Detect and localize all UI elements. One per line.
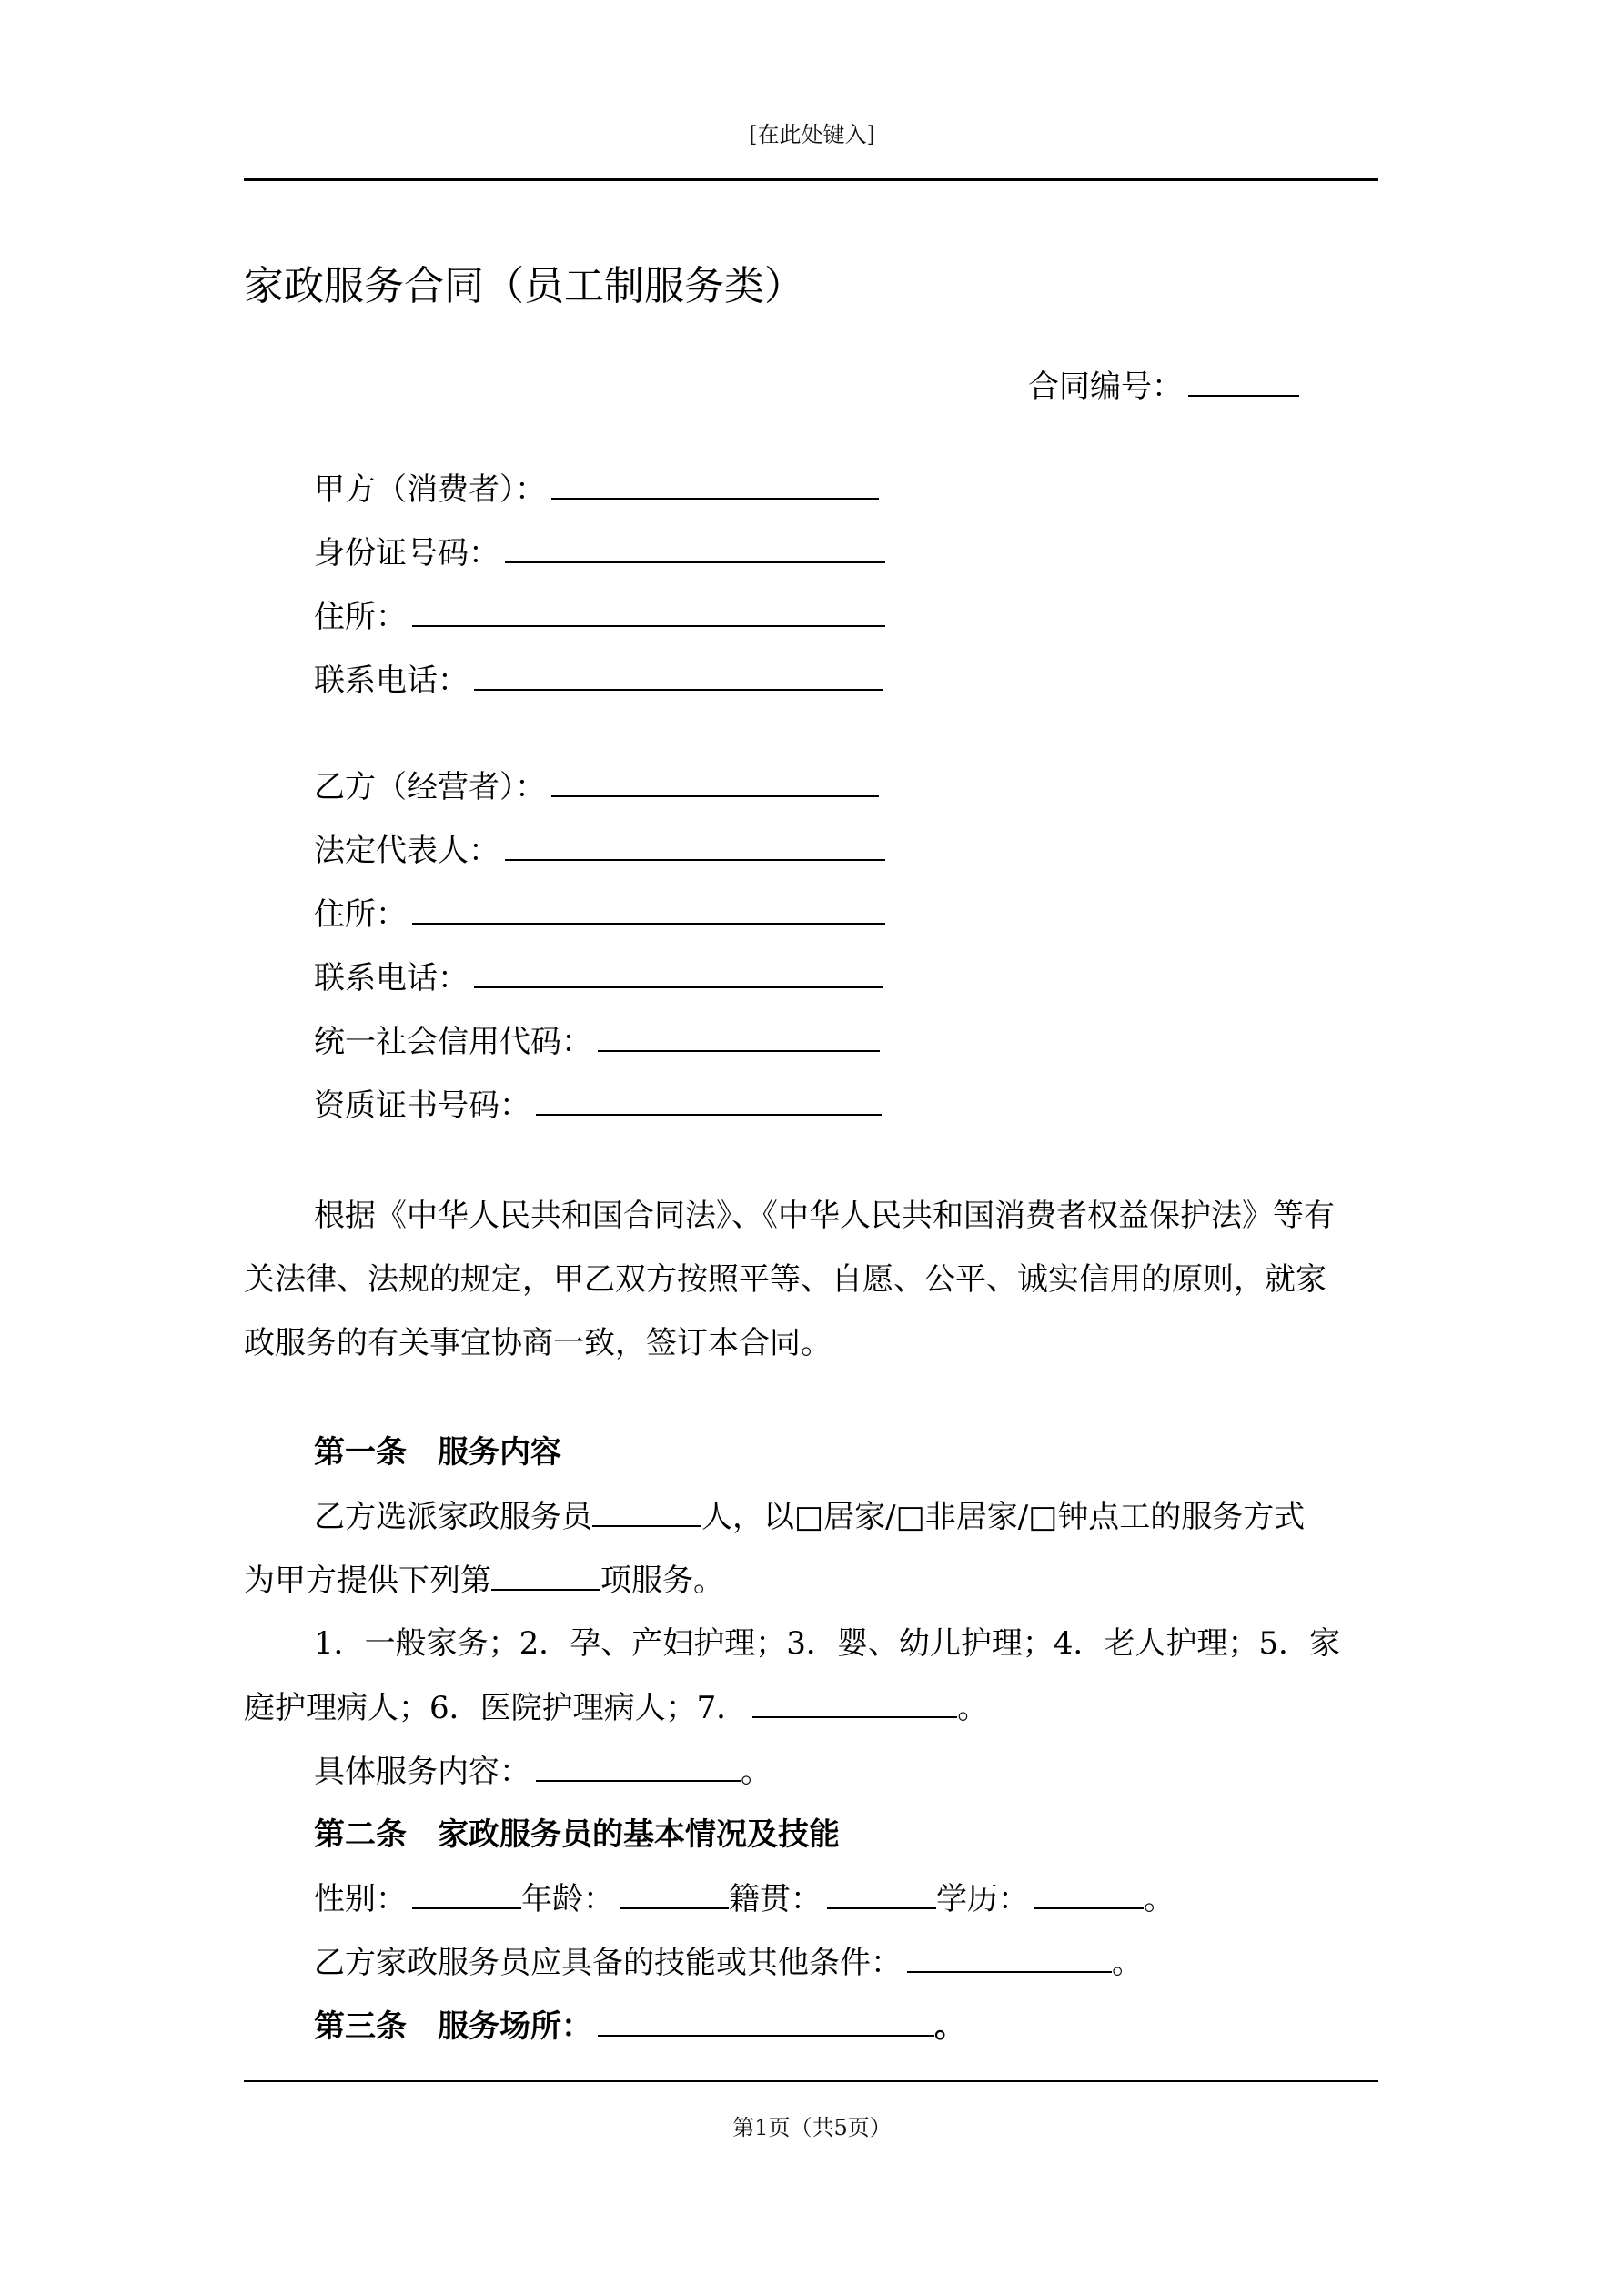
contract-number-label: 合同编号：	[1028, 369, 1183, 405]
party-b-credit-code-row	[314, 1023, 880, 1060]
party-a-phone-blank[interactable]	[474, 662, 883, 691]
period: 。	[934, 2008, 965, 2045]
service-location-blank[interactable]	[598, 2008, 934, 2037]
service-list-line-1: 1．一般家务；2．孕、产妇护理；3．婴、幼儿护理；4．老人护理；5．家	[314, 1625, 1341, 1662]
party-a-phone-label: 联系电话：	[314, 663, 469, 699]
service-detail-label: 具体服务内容：	[314, 1754, 530, 1790]
party-b-cert-no-blank[interactable]	[536, 1087, 882, 1116]
education-blank[interactable]	[1034, 1880, 1144, 1909]
live-in-option: 居家/	[823, 1499, 896, 1535]
staff-count-blank[interactable]	[592, 1498, 701, 1527]
party-b-address-label: 住所：	[314, 896, 407, 933]
page-number: 第1页（共5页）	[732, 2115, 892, 2140]
article-3-row	[314, 2008, 965, 2045]
preamble-line-1: 根据《中华人民共和国合同法》、《中华人民共和国消费者权益保护法》等有	[314, 1198, 1335, 1234]
header-divider	[244, 178, 1378, 181]
service-item-label: 为甲方提供下列第	[244, 1563, 491, 1599]
party-b-phone-blank[interactable]	[474, 959, 883, 988]
preamble-line-3: 政服务的有关事宜协商一致，签订本合同。	[244, 1325, 832, 1361]
contract-number-blank[interactable]	[1188, 368, 1299, 397]
party-b-credit-code-label: 统一社会信用代码：	[314, 1024, 592, 1060]
period: 。	[741, 1754, 772, 1790]
article-1-line-1	[314, 1498, 1305, 1535]
party-b-name-blank[interactable]	[551, 768, 879, 797]
education-label: 学历：	[936, 1881, 1029, 1917]
staff-basic-info-row	[314, 1880, 1175, 1917]
service-list-line-2	[244, 1689, 988, 1726]
party-a-address-label: 住所：	[314, 599, 407, 635]
contract-number-row	[1028, 368, 1299, 405]
party-b-address-row	[314, 895, 885, 933]
party-a-phone-row	[314, 662, 883, 699]
article-2-heading: 第二条 家政服务员的基本情况及技能	[314, 1816, 840, 1853]
party-a-address-blank[interactable]	[412, 598, 885, 627]
article-3-heading: 第三条 服务场所：	[314, 2008, 592, 2045]
service-other-blank[interactable]	[752, 1689, 957, 1718]
skills-blank[interactable]	[907, 1944, 1112, 1973]
live-in-checkbox[interactable]: □	[794, 1499, 824, 1535]
service-detail-blank[interactable]	[536, 1753, 741, 1782]
party-b-legal-rep-row	[314, 832, 885, 869]
service-item-blank[interactable]	[491, 1562, 600, 1591]
party-a-id-row	[314, 534, 885, 571]
service-detail-row	[314, 1753, 772, 1790]
non-live-in-checkbox[interactable]: □	[895, 1499, 925, 1535]
party-b-cert-no-row	[314, 1087, 882, 1124]
period: 。	[1112, 1945, 1143, 1981]
non-live-in-option: 非居家/	[924, 1499, 1029, 1535]
article-1-line-2	[244, 1562, 724, 1599]
gender-label: 性别：	[314, 1881, 407, 1917]
period: 。	[957, 1690, 989, 1726]
age-blank[interactable]	[620, 1880, 729, 1909]
document-title: 家政服务合同（员工制服务类）	[244, 263, 804, 309]
party-b-phone-label: 联系电话：	[314, 960, 469, 996]
party-b-credit-code-blank[interactable]	[598, 1023, 880, 1052]
service-list-text: 庭护理病人；6．医院护理病人；7．	[244, 1690, 748, 1726]
party-b-legal-rep-blank[interactable]	[505, 832, 885, 861]
party-b-cert-no-label: 资质证书号码：	[314, 1087, 530, 1124]
period: 。	[1144, 1881, 1175, 1917]
gender-blank[interactable]	[412, 1880, 521, 1909]
party-a-id-blank[interactable]	[505, 534, 885, 563]
service-mode-label: 人，以	[701, 1499, 794, 1535]
party-a-name-blank[interactable]	[551, 470, 879, 500]
age-label: 年龄：	[521, 1881, 614, 1917]
party-a-name-label: 甲方（消费者）：	[314, 471, 546, 508]
hourly-checkbox[interactable]: □	[1028, 1499, 1058, 1535]
staff-skills-row	[314, 1944, 1143, 1981]
staff-count-label: 乙方选派家政服务员	[314, 1499, 592, 1535]
service-item-suffix: 项服务。	[600, 1563, 724, 1599]
article-1-heading: 第一条 服务内容	[314, 1434, 561, 1471]
party-a-id-label: 身份证号码：	[314, 535, 499, 571]
footer-divider	[244, 2080, 1378, 2082]
origin-label: 籍贯：	[729, 1881, 822, 1917]
party-b-phone-row	[314, 959, 883, 996]
party-b-legal-rep-label: 法定代表人：	[314, 833, 499, 869]
preamble-line-2: 关法律、法规的规定，甲乙双方按照平等、自愿、公平、诚实信用的原则，就家	[244, 1261, 1326, 1298]
party-b-name-label: 乙方（经营者）：	[314, 769, 546, 805]
hourly-option: 钟点工的服务方式	[1057, 1499, 1306, 1535]
party-a-address-row	[314, 598, 885, 635]
skills-label: 乙方家政服务员应具备的技能或其他条件：	[314, 1945, 902, 1981]
party-b-name-row	[314, 768, 879, 805]
party-b-address-blank[interactable]	[412, 895, 885, 925]
party-a-name-row	[314, 470, 879, 508]
origin-blank[interactable]	[827, 1880, 936, 1909]
page-header-text: [在此处键入]	[749, 122, 875, 147]
